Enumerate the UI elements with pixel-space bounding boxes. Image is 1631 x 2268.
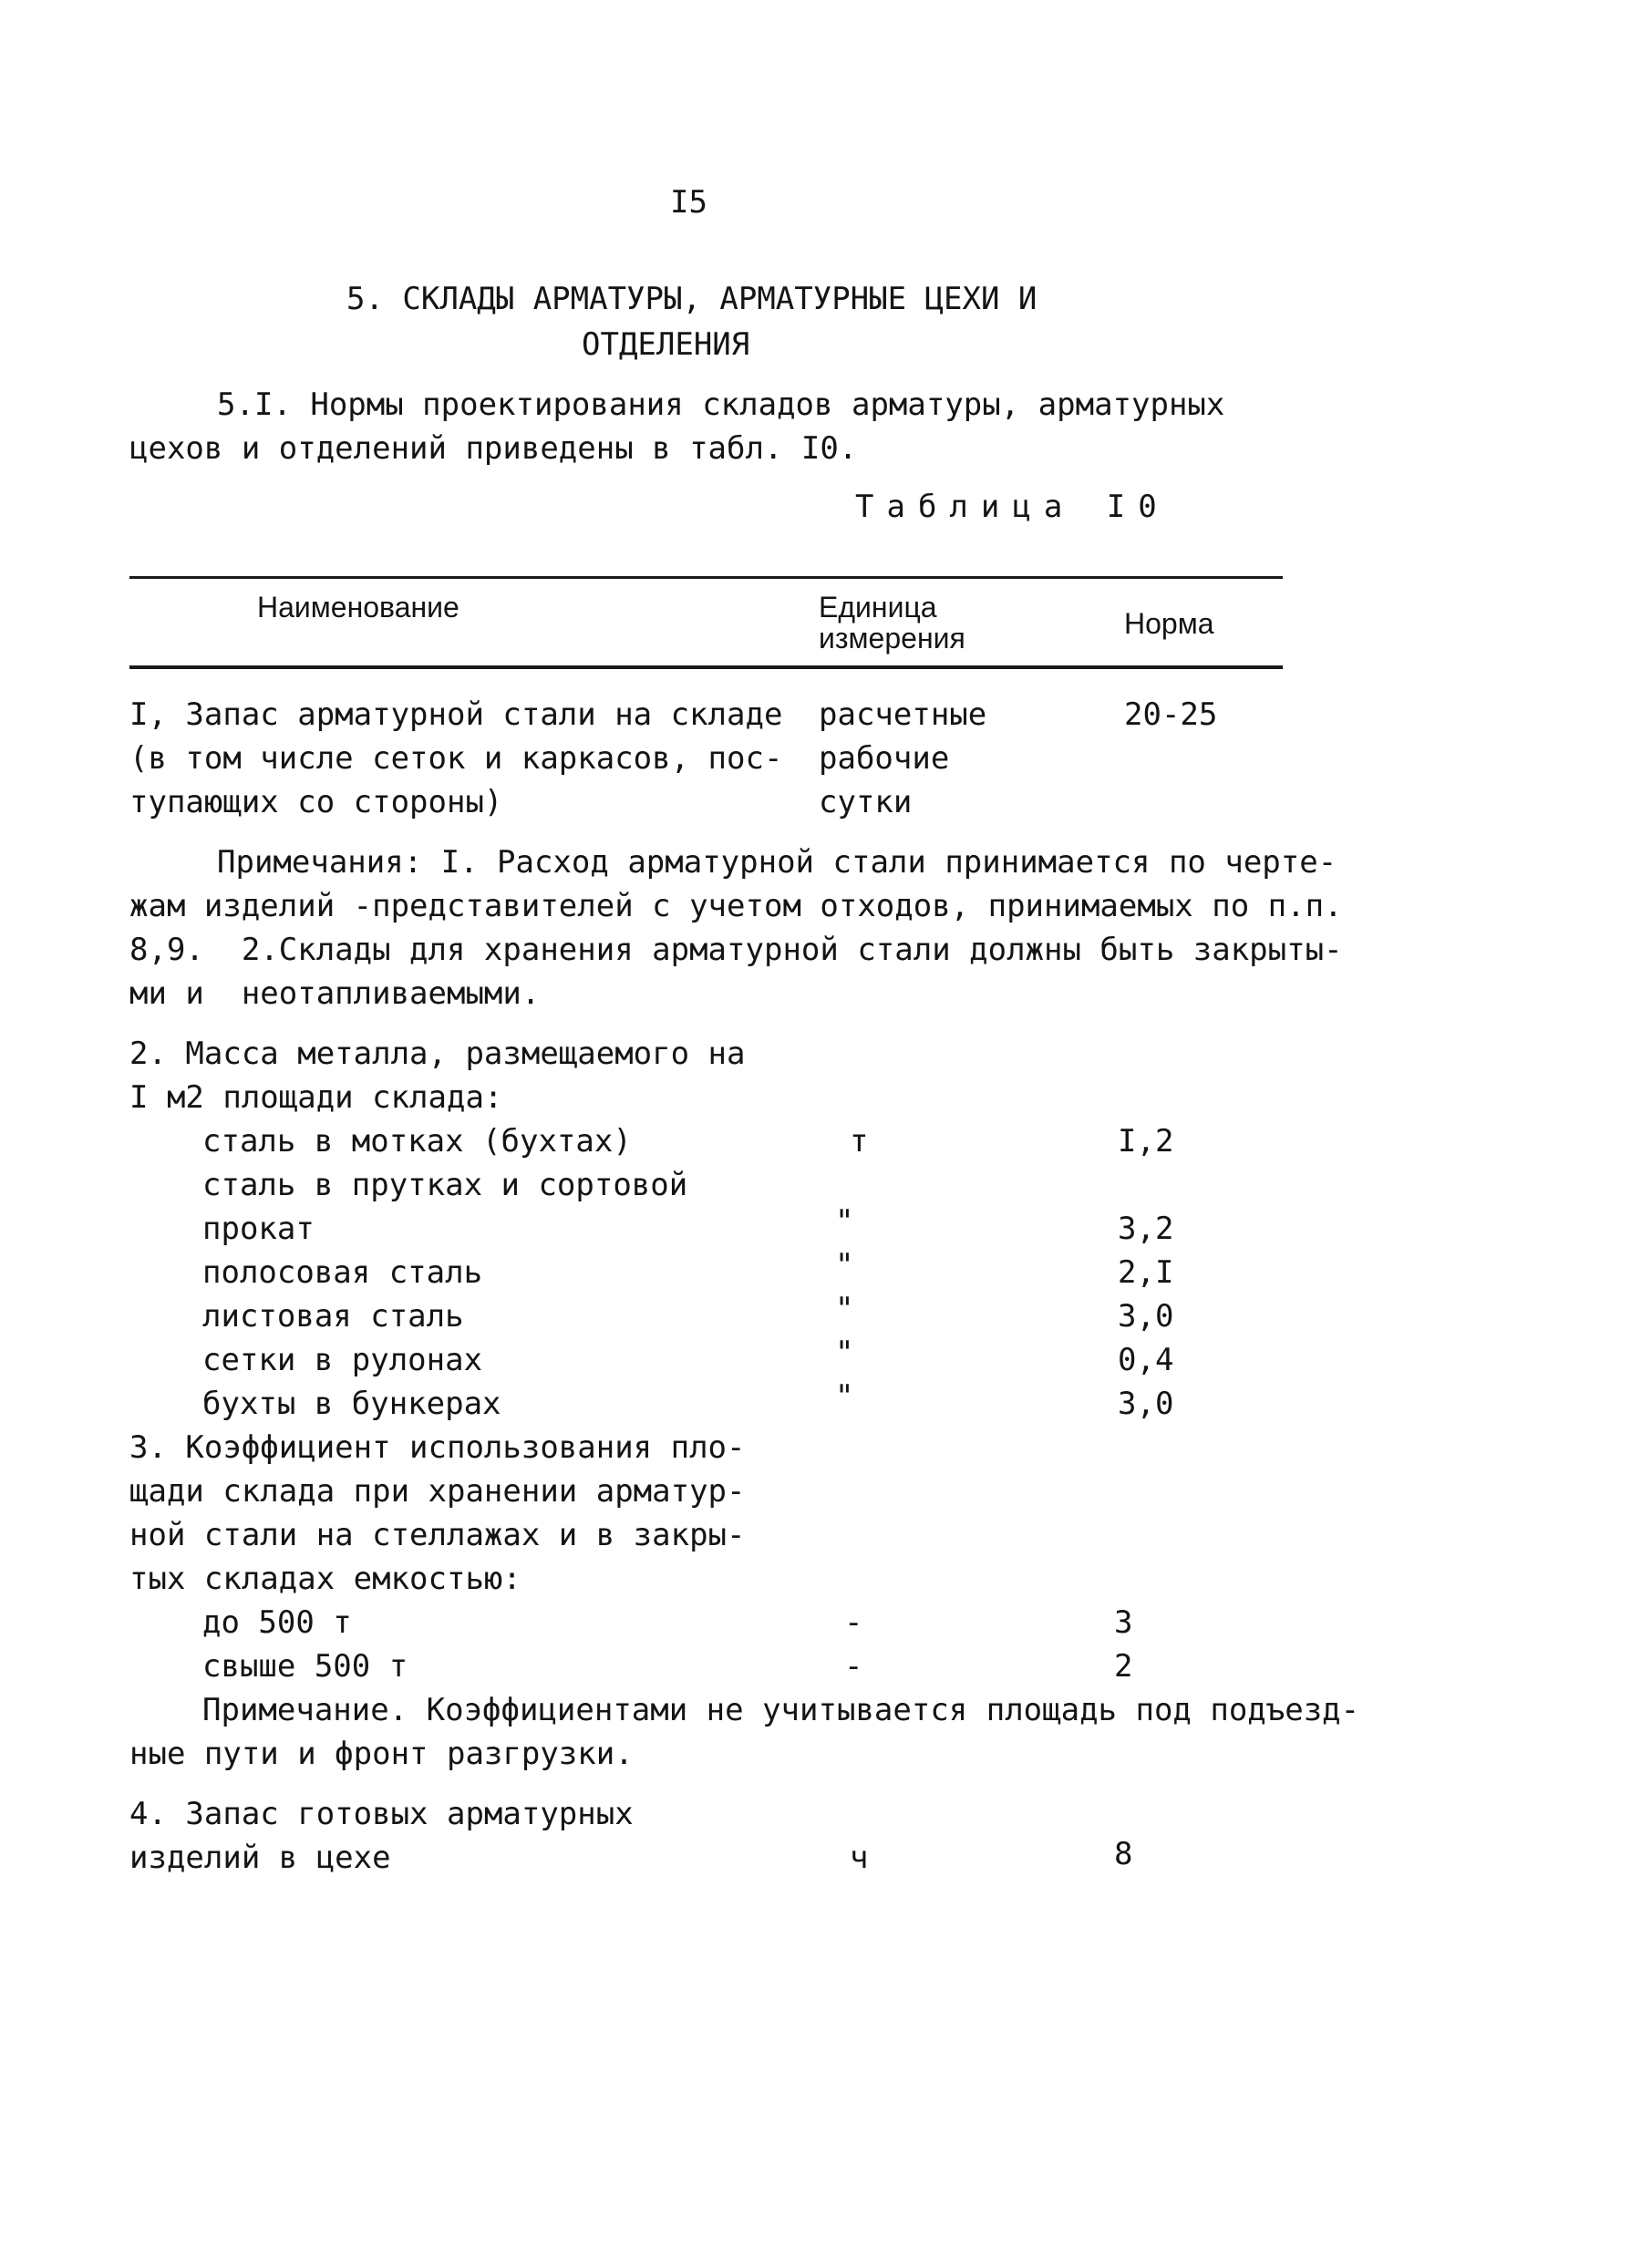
item4-name-line1: 4. Запас готовых арматурных	[129, 1796, 634, 1832]
intro-line2: цехов и отделений приведены в табл. I0.	[129, 430, 858, 467]
item2-row-label: сетки в рулонах	[202, 1342, 483, 1378]
table-top-rule	[129, 576, 1283, 579]
item2-row-norm: 2,I	[1118, 1254, 1174, 1291]
item2-row-unit: "	[835, 1247, 854, 1283]
item2-row-norm: 3,0	[1118, 1298, 1174, 1335]
item1-name-line2: (в том числе сеток и каркасов, пос-	[129, 740, 783, 777]
item2-row-label: сталь в мотках (бухтах)	[202, 1123, 632, 1160]
notes1-line2: жам изделий -представителей с учетом отходов, принимаемых по п.п.	[129, 888, 1343, 924]
item3-name-line2: щади склада при хранении арматур-	[129, 1473, 746, 1510]
item3-row-label: свыше 500 т	[202, 1648, 408, 1685]
item2-name-line1: 2. Масса металла, размещаемого на	[129, 1036, 746, 1072]
item4-name-line2: изделий в цехе	[129, 1840, 391, 1876]
header-norm: Норма	[1124, 607, 1214, 640]
item4-norm: 8	[1114, 1836, 1133, 1872]
item1-unit-line1: расчетные	[819, 696, 987, 733]
item1-unit-line2: рабочие	[819, 740, 950, 777]
page-number: I5	[670, 184, 707, 221]
item2-row-unit: "	[835, 1378, 854, 1415]
section-title-line2: ОТДЕЛЕНИЯ	[582, 326, 750, 363]
item2-row-norm: I,2	[1118, 1123, 1174, 1160]
item3-name-line4: тых складах емкостью:	[129, 1561, 521, 1597]
item2-row-unit: "	[835, 1203, 854, 1240]
item3-row-label: до 500 т	[202, 1604, 352, 1641]
table-caption: Таблица I0	[855, 489, 1170, 525]
item2-row-unit: "	[835, 1335, 854, 1371]
item4-unit: ч	[850, 1840, 869, 1876]
item1-name-line1: I, Запас арматурной стали на складе	[129, 696, 783, 733]
intro-line1: 5.I. Нормы проектирования складов арматуры, арматурных	[217, 387, 1225, 423]
item3-row-norm: 2	[1114, 1648, 1133, 1685]
item2-row-label: бухты в бункерах	[202, 1386, 501, 1422]
item2-row-label: листовая сталь	[202, 1298, 464, 1335]
item1-norm: 20-25	[1124, 696, 1218, 733]
section-title-line1: 5. СКЛАДЫ АРМАТУРЫ, АРМАТУРНЫЕ ЦЕХИ И	[346, 281, 1037, 317]
item2-row-label: полосовая сталь	[202, 1254, 483, 1291]
item2-row-norm: 0,4	[1118, 1342, 1174, 1378]
item3-row-unit: -	[844, 1648, 863, 1685]
item2-row-unit: "	[835, 1291, 854, 1327]
notes3-line2: ные пути и фронт разгрузки.	[129, 1736, 634, 1772]
header-unit-line1: Единица	[819, 591, 937, 624]
item2-row-label: сталь в прутках и сортовой	[202, 1167, 688, 1203]
notes1-line4: ми и неотапливаемыми.	[129, 975, 541, 1012]
item3-row-norm: 3	[1114, 1604, 1133, 1641]
item2-name-line2: I м2 площади склада:	[129, 1079, 503, 1116]
item1-name-line3: тупающих со стороны)	[129, 784, 503, 820]
notes1-line1: Примечания: I. Расход арматурной стали принимается по черте-	[217, 844, 1337, 881]
notes1-line3: 8,9. 2.Склады для хранения арматурной стали должны быть закрыты-	[129, 932, 1343, 968]
header-name: Наименование	[257, 591, 459, 624]
item2-row-norm: 3,2	[1118, 1211, 1174, 1247]
item1-unit-line3: сутки	[819, 784, 913, 820]
item3-name-line3: ной стали на стеллажах и в закры-	[129, 1517, 746, 1553]
table-header-rule	[129, 665, 1283, 669]
item2-row-label: прокат	[202, 1211, 315, 1247]
notes3-line1: Примечание. Коэффициентами не учитывается площадь под подъезд-	[202, 1692, 1360, 1728]
item2-row-norm: 3,0	[1118, 1386, 1174, 1422]
item2-row-unit: т	[850, 1123, 869, 1160]
header-unit-line2: измерения	[819, 622, 965, 655]
item3-name-line1: 3. Коэффициент использования пло-	[129, 1429, 746, 1466]
item3-row-unit: -	[844, 1604, 863, 1641]
